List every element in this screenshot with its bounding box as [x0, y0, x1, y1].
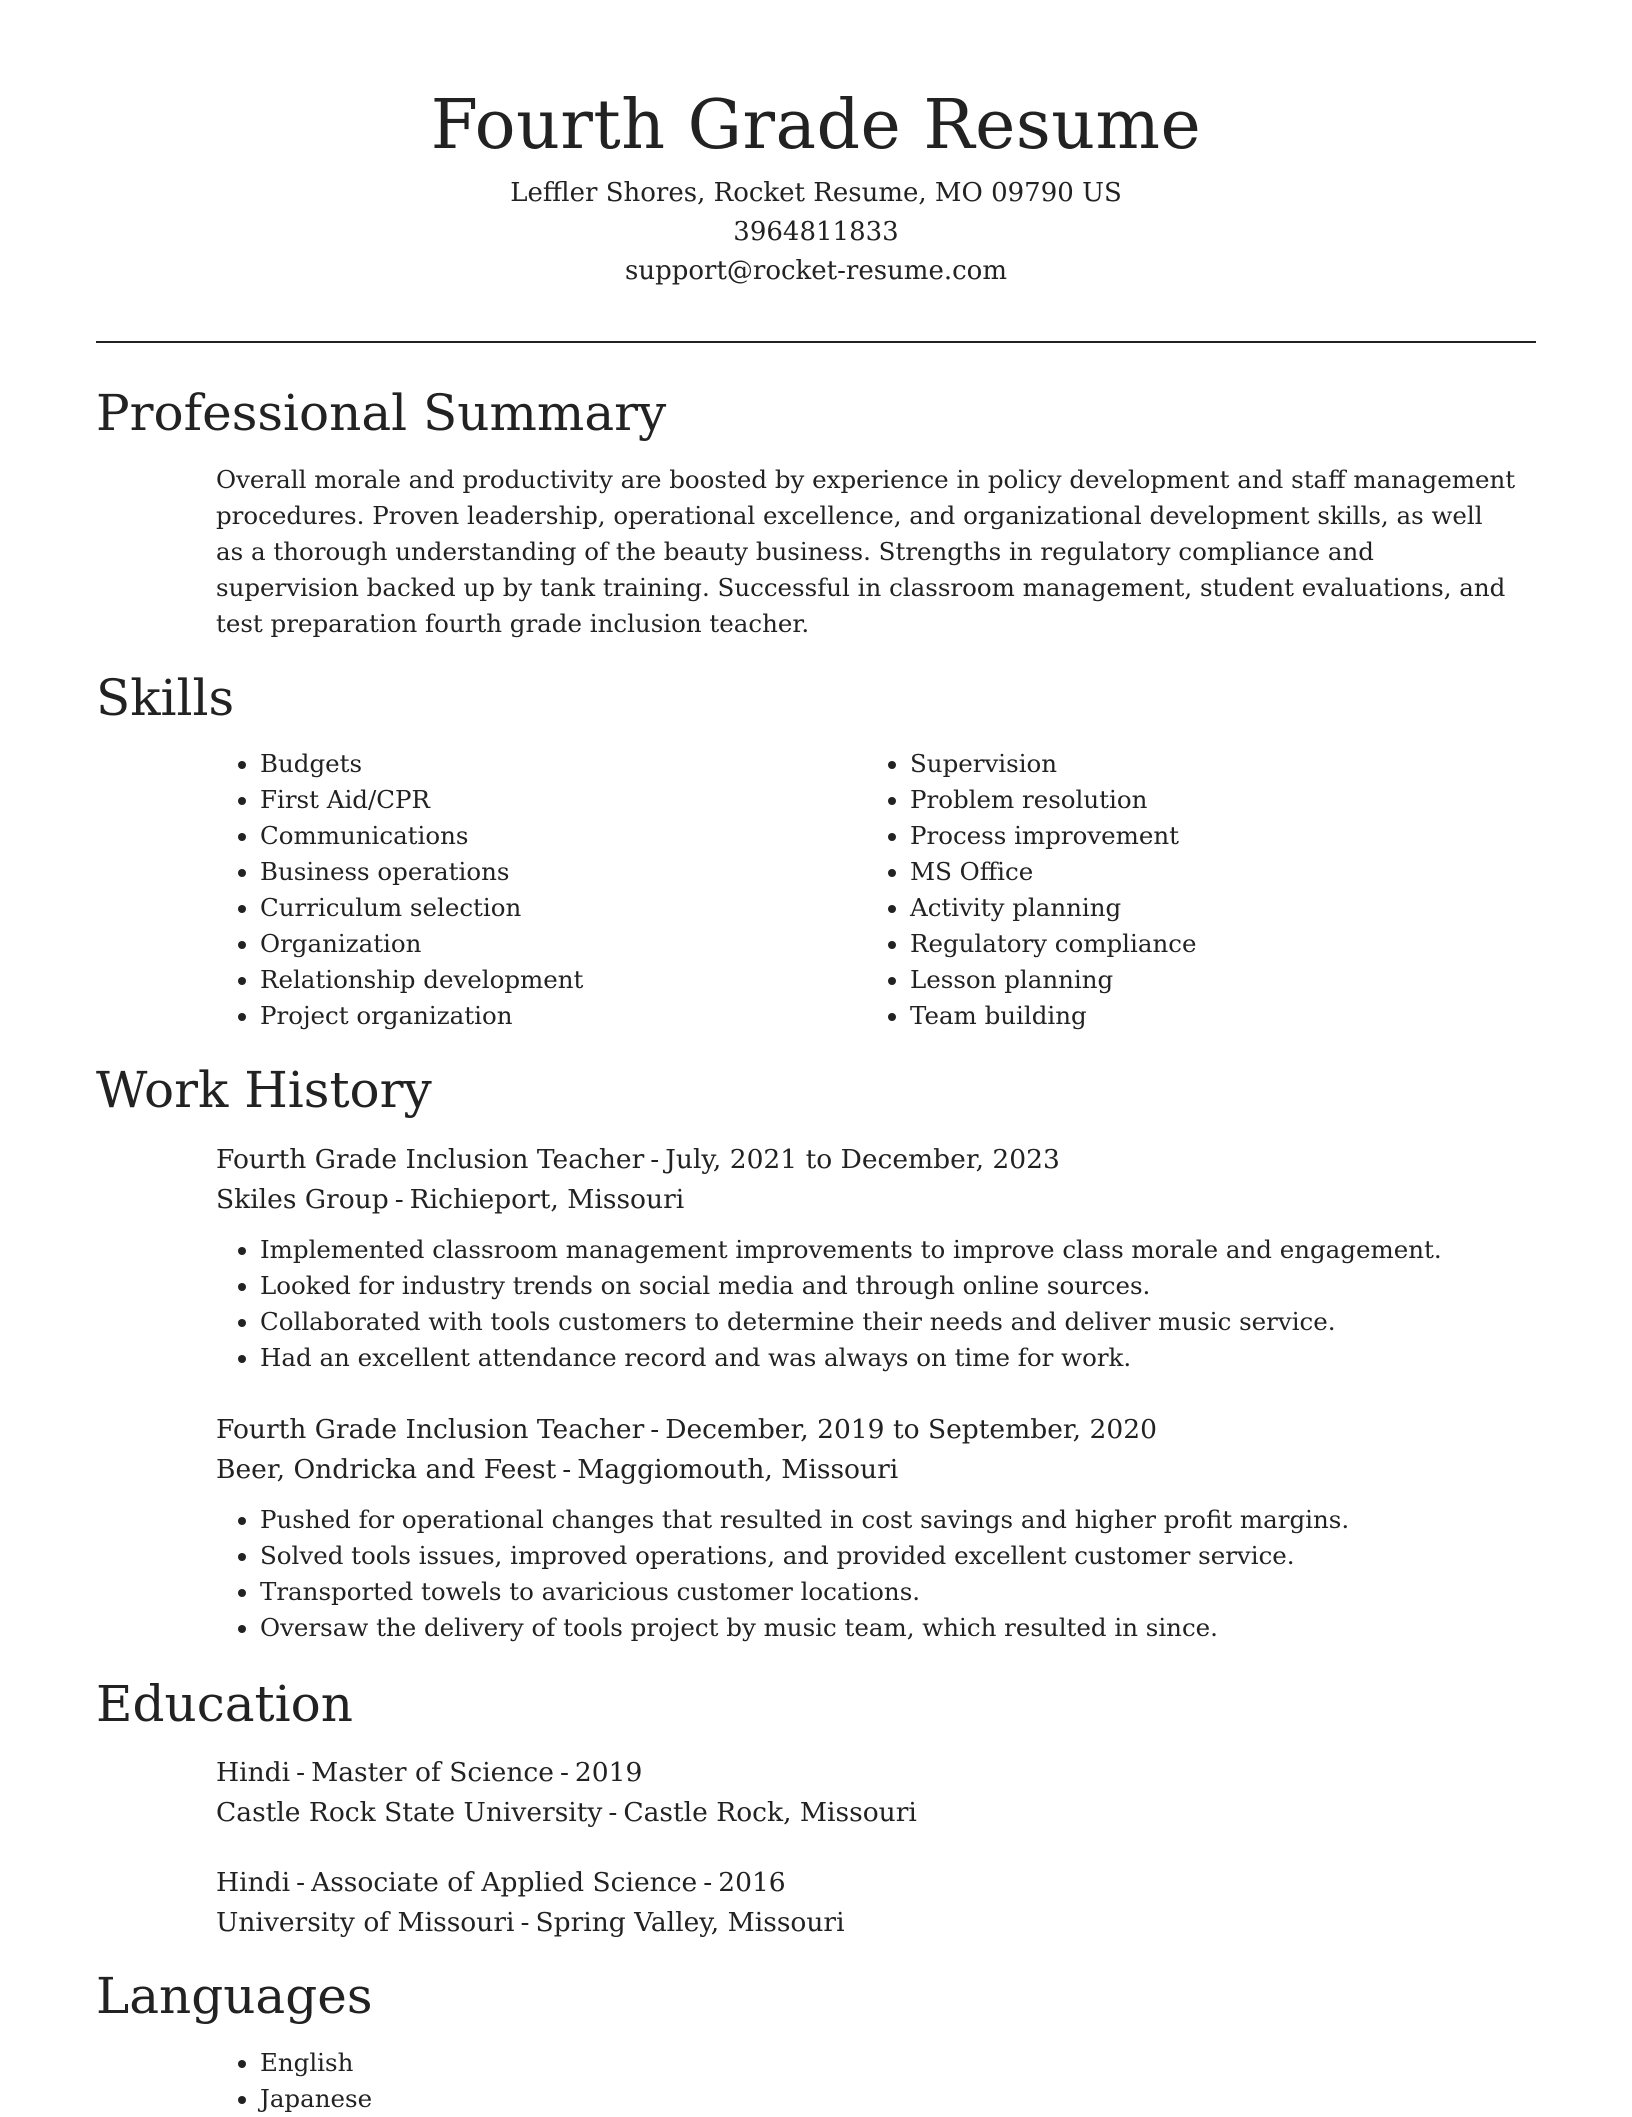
- edu-year: 2019: [574, 1757, 643, 1788]
- job-duty: • Oversaw the delivery of tools project by music team, which resulted in since.: [260, 1610, 1516, 1646]
- resume-name: Fourth Grade Resume: [430, 86, 1202, 165]
- language-item: • English: [260, 2045, 1516, 2081]
- edu-field: Hindi: [216, 1757, 291, 1788]
- job-duty: • Had an excellent attendance record and was always on time for work.: [260, 1340, 1516, 1376]
- languages-section: [216, 2045, 1516, 2117]
- job-separator: -: [650, 1414, 660, 1445]
- summary-heading: Professional Summary: [96, 384, 667, 442]
- edu-degree-line: [216, 1863, 1516, 1903]
- edu-school: Castle Rock State University: [216, 1797, 603, 1828]
- skill-item: • Team building: [910, 998, 1196, 1034]
- job-entry: [216, 1140, 1516, 1376]
- edu-separator: -: [559, 1757, 569, 1788]
- skill-item: • Relationship development: [260, 962, 583, 998]
- edu-location: Spring Valley, Missouri: [535, 1907, 845, 1938]
- job-duty: • Implemented classroom management improvements to improve class morale and engagement.: [260, 1232, 1516, 1268]
- job-company-line: [216, 1180, 1516, 1220]
- job-separator: -: [394, 1184, 404, 1215]
- job-duty: • Solved tools issues, improved operations, and provided excellent customer service.: [260, 1538, 1516, 1574]
- job-duty: • Transported towels to avaricious customer locations.: [260, 1574, 1516, 1610]
- job-duties-list: [216, 1232, 1516, 1376]
- job-title-line: [216, 1140, 1516, 1180]
- header-divider: [96, 341, 1536, 343]
- skill-item: • Lesson planning: [910, 962, 1196, 998]
- skill-item: • Project organization: [260, 998, 583, 1034]
- skills-heading: Skills: [96, 669, 235, 727]
- skill-item: • Problem resolution: [910, 782, 1196, 818]
- skill-item: • Curriculum selection: [260, 890, 583, 926]
- skills-section: [216, 746, 1516, 1046]
- job-duties-list: [216, 1502, 1516, 1646]
- skill-item: • Process improvement: [910, 818, 1196, 854]
- edu-year: 2016: [718, 1867, 786, 1898]
- edu-separator: -: [296, 1757, 306, 1788]
- education-entry: [216, 1753, 1516, 1833]
- edu-school: University of Missouri: [216, 1907, 515, 1938]
- languages-list: [216, 2045, 1516, 2117]
- job-duty: • Looked for industry trends on social media and through online sources.: [260, 1268, 1516, 1304]
- job-separator: -: [562, 1454, 572, 1485]
- skills-column-left: [216, 746, 583, 1034]
- skills-column-right: [866, 746, 1196, 1034]
- languages-heading: Languages: [96, 1967, 373, 2025]
- edu-separator: -: [296, 1867, 306, 1898]
- work-history-heading: Work History: [96, 1061, 432, 1119]
- job-company-line: [216, 1450, 1516, 1490]
- summary-text: Overall morale and productivity are boosted by experience in policy development and staff management procedures. Proven leadership, operational excellence, and organizational development skills, as well as a thorough understanding of the beauty business. Strengths in regulatory compliance and supervision backed up by tank training. Successful in classroom management, student evaluations, and test preparation fourth grade inclusion teacher.: [216, 465, 1516, 638]
- edu-separator: -: [608, 1797, 618, 1828]
- skills-list-left: [216, 746, 583, 1034]
- contact-phone: 3964811833: [733, 217, 899, 247]
- job-entry: [216, 1410, 1516, 1646]
- edu-field: Hindi: [216, 1867, 291, 1898]
- language-item: • Japanese: [260, 2081, 1516, 2117]
- skill-item: • Business operations: [260, 854, 583, 890]
- contact-email: support@rocket-resume.com: [624, 256, 1007, 286]
- resume-header: [96, 80, 1536, 291]
- skill-item: • Supervision: [910, 746, 1196, 782]
- contact-address: Leffler Shores, Rocket Resume, MO 09790 US: [510, 178, 1122, 208]
- edu-separator: -: [703, 1867, 713, 1898]
- skill-item: • MS Office: [910, 854, 1196, 890]
- job-role: Fourth Grade Inclusion Teacher: [216, 1144, 645, 1175]
- edu-degree-line: [216, 1753, 1516, 1793]
- job-duty: • Collaborated with tools customers to determine their needs and deliver music service.: [260, 1304, 1516, 1340]
- edu-location: Castle Rock, Missouri: [623, 1797, 917, 1828]
- job-separator: -: [650, 1144, 660, 1175]
- job-location: Maggiomouth, Missouri: [577, 1454, 899, 1485]
- job-company: Beer, Ondricka and Feest: [216, 1454, 557, 1485]
- edu-separator: -: [520, 1907, 530, 1938]
- education-entry: [216, 1863, 1516, 1943]
- job-dates: July, 2021 to December, 2023: [665, 1144, 1060, 1175]
- skill-item: • Communications: [260, 818, 583, 854]
- skill-item: • Regulatory compliance: [910, 926, 1196, 962]
- skills-list-right: [866, 746, 1196, 1034]
- edu-school-line: [216, 1793, 1516, 1833]
- job-title-line: [216, 1410, 1516, 1450]
- edu-degree: Associate of Applied Science: [311, 1867, 698, 1898]
- job-dates: December, 2019 to September, 2020: [665, 1414, 1157, 1445]
- skill-item: • Organization: [260, 926, 583, 962]
- summary-section: [216, 462, 1516, 642]
- edu-degree: Master of Science: [311, 1757, 554, 1788]
- job-duty: • Pushed for operational changes that resulted in cost savings and higher profit margins.: [260, 1502, 1516, 1538]
- edu-school-line: [216, 1903, 1516, 1943]
- skill-item: • Budgets: [260, 746, 583, 782]
- skill-item: • Activity planning: [910, 890, 1196, 926]
- skill-item: • First Aid/CPR: [260, 782, 583, 818]
- education-heading: Education: [96, 1675, 353, 1733]
- job-role: Fourth Grade Inclusion Teacher: [216, 1414, 645, 1445]
- job-company: Skiles Group: [216, 1184, 389, 1215]
- job-location: Richieport, Missouri: [409, 1184, 685, 1215]
